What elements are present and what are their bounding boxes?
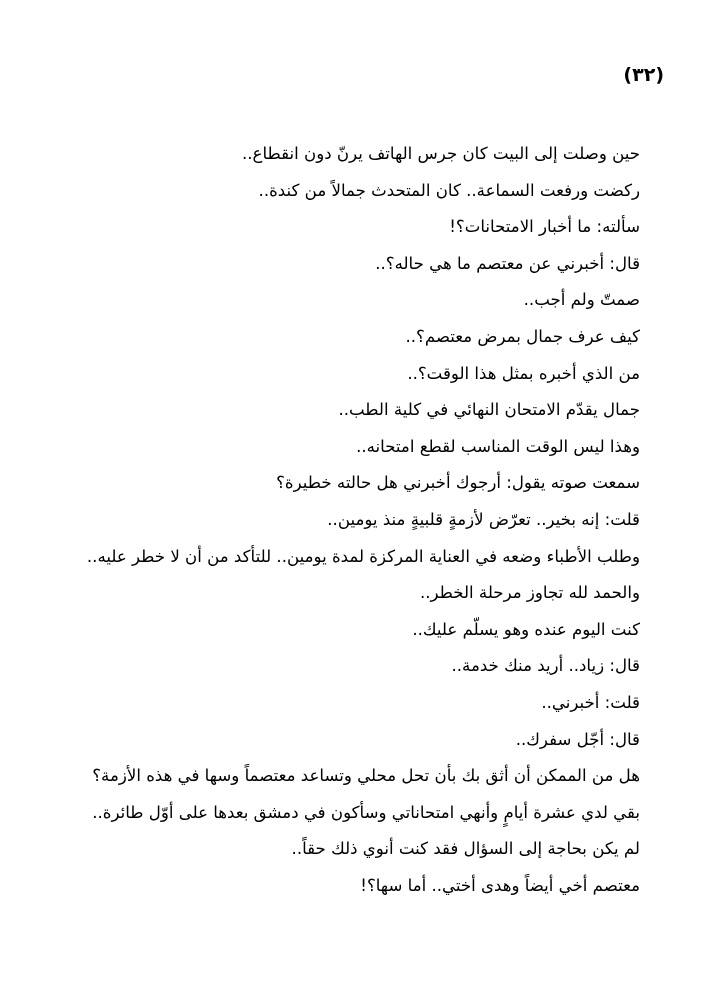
text-line: قال: أخبرني عن معتصم ما هي حاله؟..	[375, 253, 640, 273]
text-line: قلت: أخبرني..	[541, 692, 640, 712]
text-line: هل من الممكن أن أثق بك بأن تحل محلي وتساعد معتصماً وسها في هذه الأزمة؟	[92, 766, 640, 786]
text-line: وطلب الأطباء وضعه في العناية المركزة لمدة يومين.. للتأكد من أن لا خطر عليه..	[86, 546, 640, 566]
text-line: معتصم أخي أيضاً وهدى أختي.. أما سها؟!	[360, 875, 640, 895]
text-line: صمتّ ولم أجب..	[523, 290, 640, 310]
text-line: كيف عرف جمال بمرض معتصم؟..	[405, 326, 640, 346]
text-line: سألته: ما أخبار الامتحانات؟!	[449, 217, 640, 237]
text-line: وهذا ليس الوقت المناسب لقطع امتحانه..	[356, 436, 640, 456]
text-line: لم يكن بحاجة إلى السؤال فقد كنت أنوي ذلك حقاً..	[291, 839, 640, 859]
text-line: قال: أجّل سفرك..	[515, 729, 640, 749]
text-line: سمعت صوته يقول: أرجوك أخبرني هل حالته خطيرة؟	[276, 473, 640, 493]
text-line: قال: زياد.. أريد منك خدمة..	[451, 656, 640, 676]
text-line: حين وصلت إلى البيت كان جرس الهاتف يرنّ دون انقطاع..	[242, 144, 640, 163]
text-line: جمال يقدّم الامتحان النهائي في كلية الطب..	[338, 400, 640, 420]
page-number: (٣٢)	[623, 64, 664, 86]
text-line: كنت اليوم عنده وهو يسلّم عليك..	[412, 619, 640, 639]
text-line: والحمد لله تجاوز مرحلة الخطر..	[419, 583, 640, 603]
text-line: من الذي أخبره بمثل هذا الوقت؟..	[407, 363, 640, 383]
text-line: قلت: إنه بخير.. تعرّض لأزمةٍ قلبيةٍ منذ يومين..	[327, 509, 640, 529]
body-text	[28, 136, 640, 904]
text-line: بقي لدي عشرة أيامٍ وأنهي امتحاناتي وسأكون في دمشق بعدها على أوّل طائرة..	[92, 802, 640, 822]
text-line: ركضت ورفعت السماعة.. كان المتحدث جمالاً من كندة..	[258, 180, 640, 200]
